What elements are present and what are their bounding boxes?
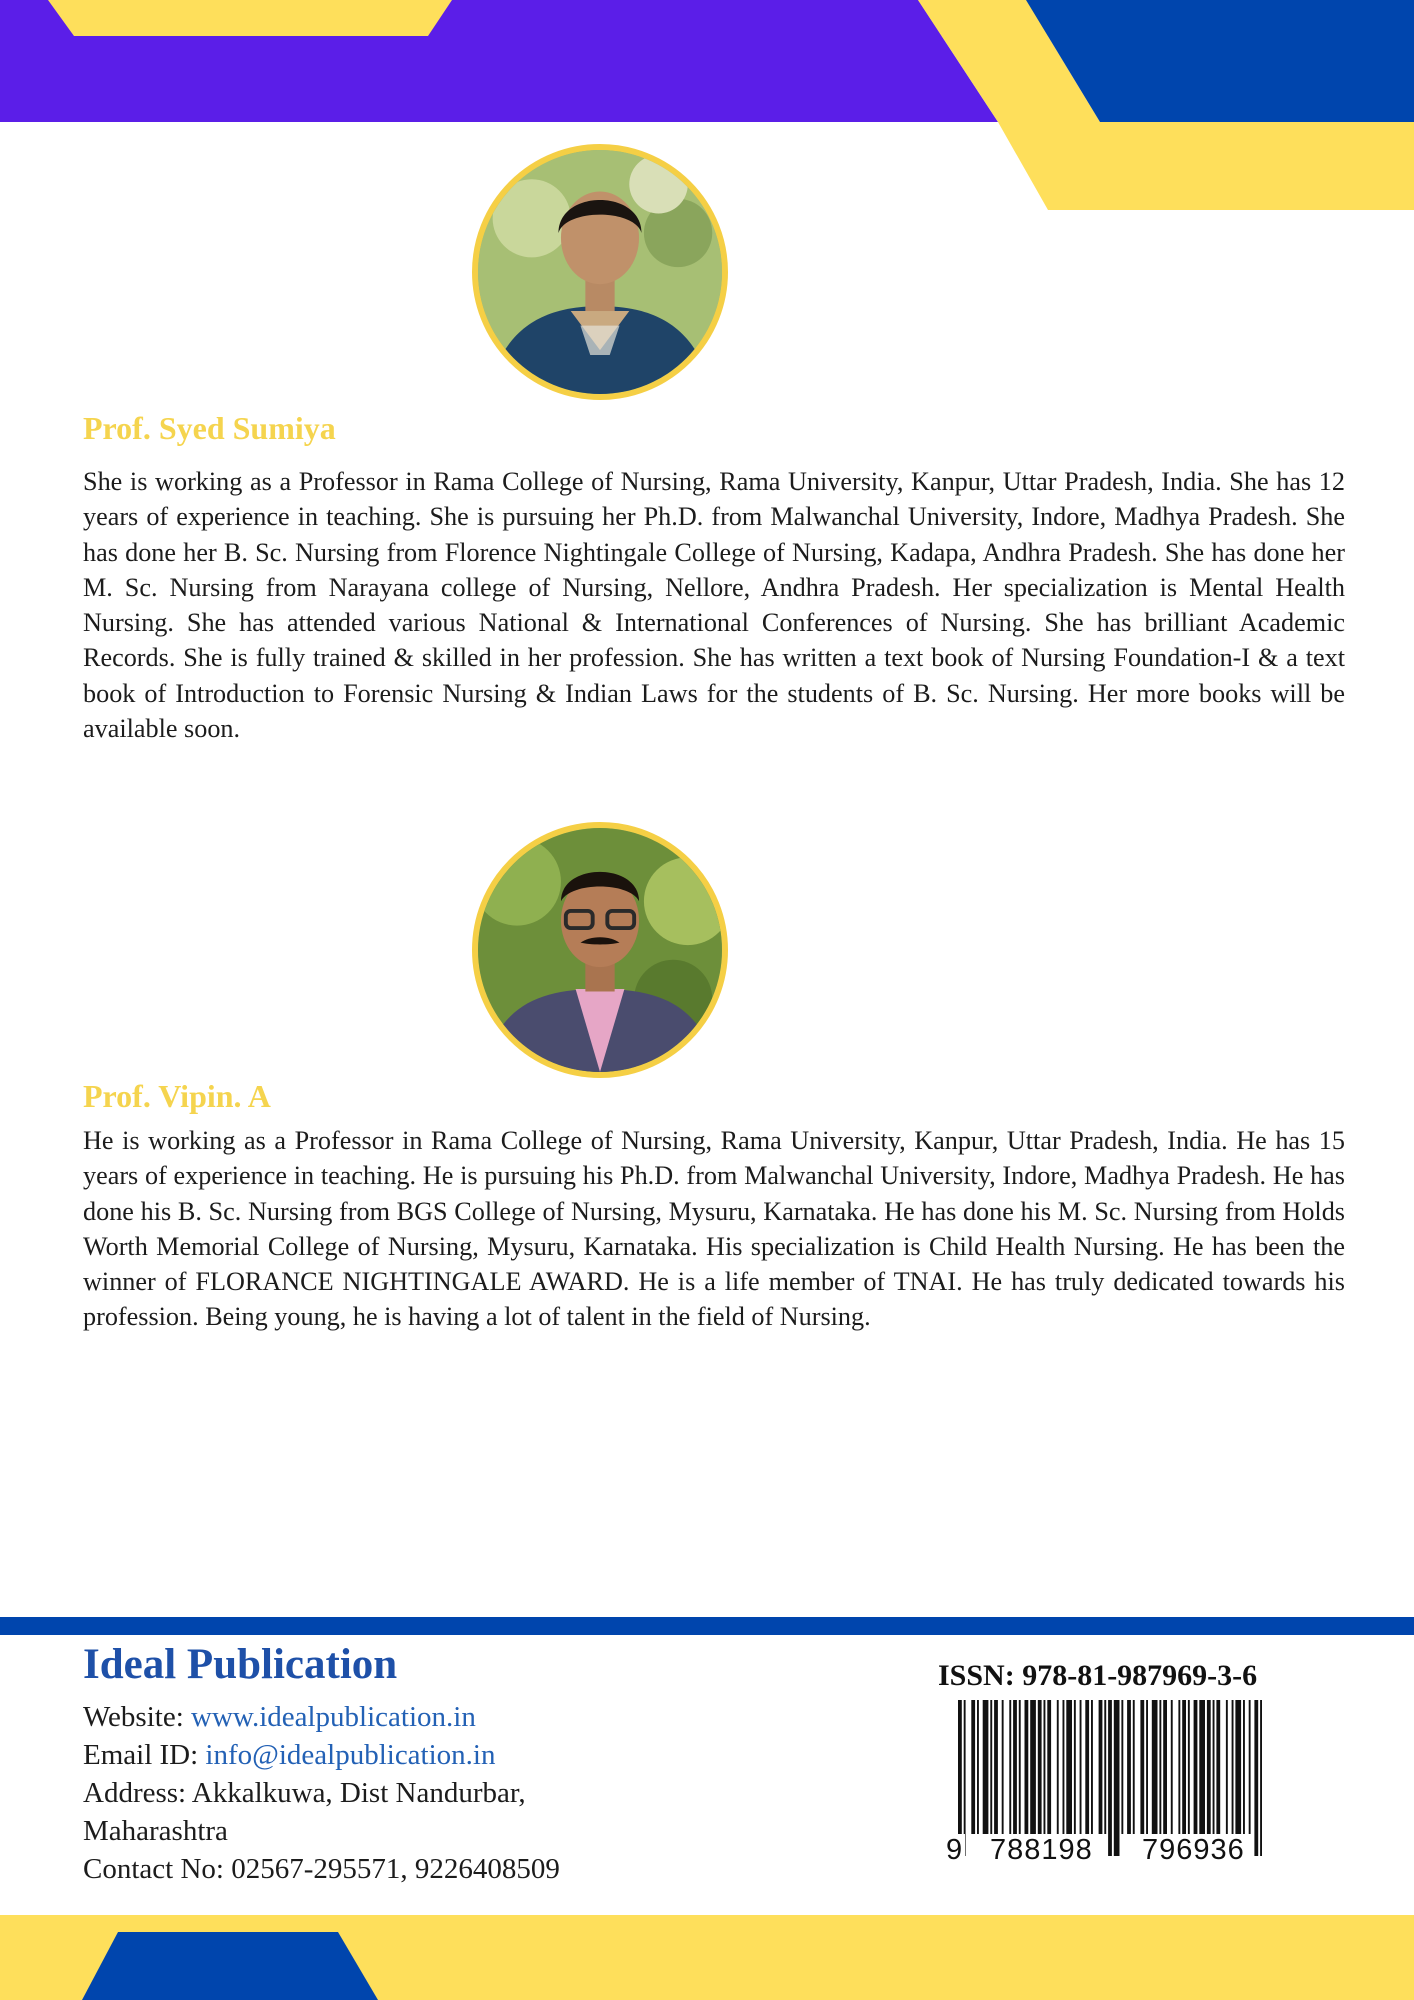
barcode-bar	[1159, 1700, 1161, 1834]
barcode-left-digits: 788198	[990, 1834, 1093, 1866]
portrait-woman-icon	[478, 150, 722, 394]
barcode-bar	[1140, 1700, 1144, 1834]
footer-blue-rule	[0, 1617, 1414, 1635]
barcode-bar	[1108, 1700, 1112, 1856]
website-link[interactable]: www.idealpublication.in	[191, 1701, 476, 1733]
barcode-bar	[1249, 1700, 1251, 1834]
publisher-contact	[83, 1698, 560, 1888]
author-photo-1	[472, 144, 728, 400]
barcode-bar	[958, 1700, 962, 1856]
barcode-bar	[1121, 1700, 1123, 1834]
barcode-bar	[1171, 1700, 1173, 1834]
barcode-bar	[1243, 1700, 1245, 1834]
barcode-bar	[1030, 1700, 1036, 1834]
barcode-bar	[977, 1700, 979, 1834]
barcode-bar	[1104, 1700, 1106, 1834]
barcode-bar	[1199, 1700, 1205, 1834]
barcode-bar	[1002, 1700, 1004, 1834]
barcode-bar	[1254, 1700, 1258, 1856]
website-label: Website:	[83, 1701, 184, 1733]
barcode-bar	[1074, 1700, 1076, 1834]
barcode-bar	[1232, 1700, 1234, 1834]
barcode-bar	[1038, 1700, 1042, 1834]
barcode-bar	[1025, 1700, 1029, 1834]
author-name-1: Prof. Syed Sumiya	[83, 410, 336, 446]
barcode-bar	[1260, 1700, 1262, 1856]
barcode-bar	[1114, 1700, 1120, 1856]
address-line-1: Address: Akkalkuwa, Dist Nandurbar,	[83, 1777, 526, 1809]
barcode-bar	[1044, 1700, 1046, 1834]
barcode-bar	[1188, 1700, 1190, 1834]
barcode-bar	[994, 1700, 998, 1834]
barcode-bar	[1133, 1700, 1135, 1834]
barcode	[940, 1700, 1280, 1856]
barcode-bar	[1009, 1700, 1011, 1834]
email-row	[83, 1736, 560, 1774]
barcode-bar	[1091, 1700, 1093, 1834]
author-bio-2: He is working as a Professor in Rama College of Nursing, Rama University, Kanpur, Uttar Pradesh, India. He has 15 years of experience in teaching. He is pursuing his Ph.D. from Malwanchal University, Indore, Madhya Pradesh. He has done his B. Sc. Nursing from BGS College of Nursing, Mysuru, Karnataka. He has done his M. Sc. Nursing from Holds Worth Memorial College of Nursing, Mysuru, Karnataka. His specialization is Child Health Nursing. He has been the winner of FLORANCE NIGHTINGALE AWARD. He is a life member of TNAI. He has truly dedicated towards his profession. Being young, he is having a lot of talent in the field of Nursing.	[83, 1126, 1345, 1332]
barcode-bar	[964, 1700, 966, 1856]
barcode-bar	[1178, 1700, 1180, 1834]
barcode-bar	[1047, 1700, 1051, 1834]
barcode-bar	[983, 1700, 989, 1834]
website-row	[83, 1698, 560, 1736]
barcode-bar	[1163, 1700, 1167, 1834]
barcode-bar	[990, 1700, 992, 1834]
barcode-bar	[1085, 1700, 1089, 1834]
barcode-bar	[1235, 1700, 1241, 1834]
barcode-bar	[1057, 1700, 1059, 1834]
publisher-name: Ideal Publication	[83, 1641, 398, 1688]
barcode-bar	[1063, 1700, 1065, 1834]
barcode-bar	[1146, 1700, 1148, 1834]
barcode-bar	[1013, 1700, 1017, 1834]
barcode-bar	[1080, 1700, 1082, 1834]
contact-number: Contact No: 02567-295571, 9226408509	[83, 1853, 560, 1885]
portrait-man-icon	[478, 828, 722, 1072]
isbn-label: ISSN: 978-81-987969-3-6	[938, 1659, 1258, 1692]
author-photo-2	[472, 822, 728, 1078]
barcode-bar	[1194, 1700, 1198, 1834]
barcode-bar	[1152, 1700, 1158, 1834]
address-line-2: Maharashtra	[83, 1815, 228, 1847]
author-name-2: Prof. Vipin. A	[83, 1078, 271, 1114]
barcode-lead-digit: 9	[946, 1834, 964, 1866]
barcode-bar	[1019, 1700, 1021, 1834]
barcode-bar	[1216, 1700, 1220, 1834]
barcode-bar	[1127, 1700, 1131, 1834]
barcode-bar	[1213, 1700, 1215, 1834]
barcode-bar	[971, 1700, 975, 1834]
barcode-bar	[1182, 1700, 1186, 1834]
bottom-blue-trapezoid	[82, 1932, 378, 2000]
barcode-bar	[1207, 1700, 1211, 1834]
author-bio-1: She is working as a Professor in Rama College of Nursing, Rama University, Kanpur, Uttar Pradesh, India. She has 12 years of experience in teaching. She is pursuing her Ph.D. from Malwanchal University, Indore, Madhya Pradesh. She has done her B. Sc. Nursing from Florence Nightingale College of Nursing, Kadapa, Andhra Pradesh. She has done her M. Sc. Nursing from Narayana college of Nursing, Nellore, Andhra Pradesh. Her specialization is Mental Health Nursing. She has attended various National & International Conferences of Nursing. She has brilliant Academic Records. She is fully trained & skilled in her profession. She has written a text book of Nursing Foundation-I & a text book of Introduction to Forensic Nursing & Indian Laws for the students of B. Sc. Nursing. Her more books will be available soon.	[83, 467, 1345, 744]
email-label: Email ID:	[83, 1739, 199, 1771]
barcode-right-digits: 796936	[1142, 1834, 1245, 1866]
barcode-bar	[1099, 1700, 1103, 1834]
barcode-bar	[1066, 1700, 1072, 1834]
barcode-bar	[1226, 1700, 1228, 1834]
email-link[interactable]: info@idealpublication.in	[205, 1739, 496, 1771]
